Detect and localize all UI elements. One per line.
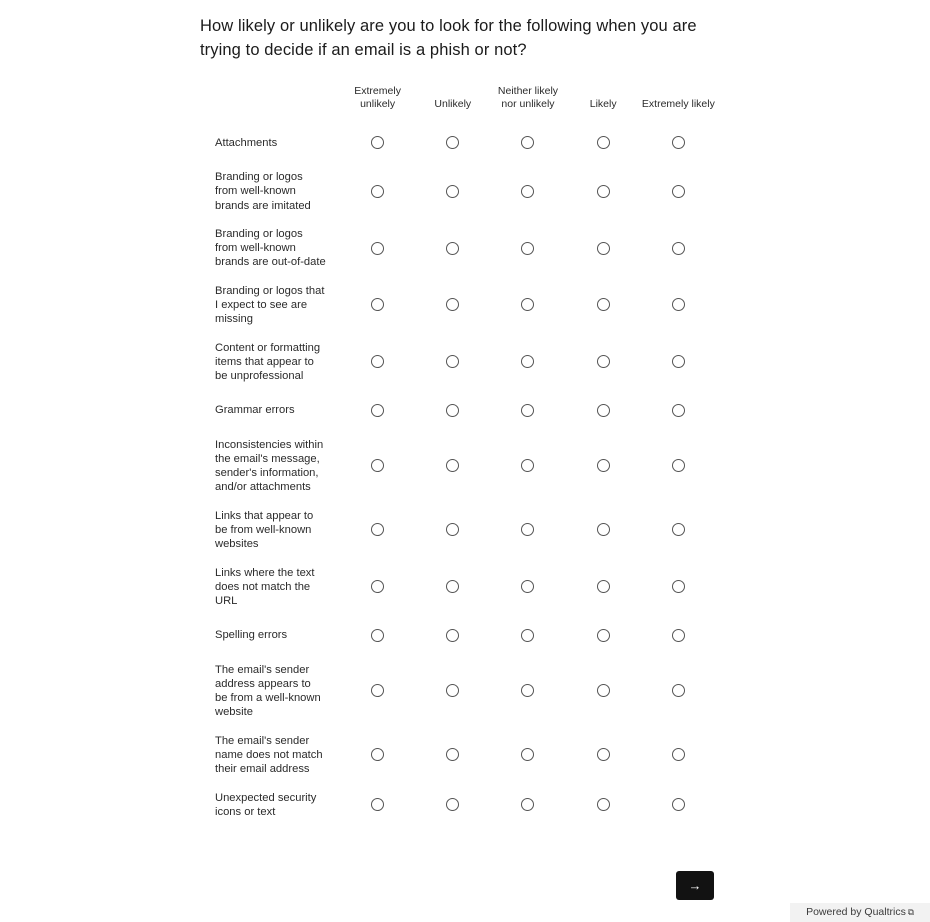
- radio-button[interactable]: [672, 798, 685, 811]
- radio-button[interactable]: [371, 629, 384, 642]
- radio-button[interactable]: [672, 523, 685, 536]
- radio-button[interactable]: [371, 185, 384, 198]
- radio-cell-link-text-mismatch-extremely-likely[interactable]: [641, 559, 716, 616]
- radio-cell-spelling-errors-likely[interactable]: [566, 616, 641, 656]
- radio-button[interactable]: [371, 404, 384, 417]
- column-header-extremely-likely: Extremely likely: [641, 98, 715, 110]
- radio-button[interactable]: [597, 136, 610, 149]
- radio-button[interactable]: [597, 355, 610, 368]
- radio-button[interactable]: [446, 355, 459, 368]
- row-label-branding-imitated: Branding or logos from well-known brands are imitated: [215, 171, 311, 212]
- radio-button[interactable]: [446, 580, 459, 593]
- radio-button[interactable]: [672, 748, 685, 761]
- radio-cell-branding-imitated-extremely-likely[interactable]: [641, 163, 716, 220]
- column-header-likely: Likely: [589, 98, 617, 110]
- radio-button[interactable]: [446, 136, 459, 149]
- radio-button[interactable]: [521, 242, 534, 255]
- radio-button[interactable]: [597, 580, 610, 593]
- radio-button[interactable]: [521, 580, 534, 593]
- radio-button[interactable]: [597, 242, 610, 255]
- radio-cell-branding-missing-extremely-likely[interactable]: [641, 277, 716, 334]
- powered-by-qualtrics-footer[interactable]: [790, 903, 930, 922]
- radio-button[interactable]: [446, 298, 459, 311]
- matrix-body: [200, 123, 716, 826]
- matrix-corner-cell: [200, 84, 340, 123]
- table-row: [200, 502, 716, 559]
- radio-cell-inconsistencies-unlikely[interactable]: [415, 431, 490, 502]
- radio-cell-sender-address-wellknown-likely[interactable]: [566, 656, 641, 727]
- radio-cell-link-text-mismatch-likely[interactable]: [566, 559, 641, 616]
- radio-button[interactable]: [521, 798, 534, 811]
- radio-button[interactable]: [672, 684, 685, 697]
- radio-cell-unexpected-security-icons-neither[interactable]: [490, 784, 565, 827]
- radio-cell-inconsistencies-likely[interactable]: [566, 431, 641, 502]
- radio-button[interactable]: [672, 459, 685, 472]
- radio-cell-unexpected-security-icons-extremely-likely[interactable]: [641, 784, 716, 827]
- table-row: [200, 277, 716, 334]
- radio-cell-unprofessional-content-extremely-unlikely[interactable]: [340, 334, 415, 391]
- radio-button[interactable]: [371, 798, 384, 811]
- radio-button[interactable]: [371, 355, 384, 368]
- likert-matrix-table: [200, 84, 716, 826]
- radio-cell-sender-address-wellknown-neither[interactable]: [490, 656, 565, 727]
- radio-button[interactable]: [446, 242, 459, 255]
- radio-cell-sender-address-wellknown-extremely-unlikely[interactable]: [340, 656, 415, 727]
- radio-cell-attachments-likely[interactable]: [566, 123, 641, 163]
- powered-by-label: Powered by Qualtrics: [806, 906, 906, 918]
- radio-cell-links-wellknown-likely[interactable]: [566, 502, 641, 559]
- radio-button[interactable]: [672, 298, 685, 311]
- radio-button[interactable]: [597, 404, 610, 417]
- radio-button[interactable]: [521, 684, 534, 697]
- row-label-spelling-errors: Spelling errors: [215, 629, 288, 642]
- table-row: [200, 784, 716, 827]
- page-title: How likely or unlikely are you to look for the following when you are trying to decide if an email is a phish or not?: [200, 17, 697, 59]
- radio-cell-unexpected-security-icons-extremely-unlikely[interactable]: [340, 784, 415, 827]
- radio-cell-grammar-errors-extremely-likely[interactable]: [641, 391, 716, 431]
- radio-cell-inconsistencies-neither[interactable]: [490, 431, 565, 502]
- radio-cell-attachments-extremely-likely[interactable]: [641, 123, 716, 163]
- radio-cell-sender-name-mismatch-extremely-unlikely[interactable]: [340, 727, 415, 784]
- column-header-extremely-unlikely: Extremely unlikely: [354, 85, 401, 110]
- radio-cell-branding-outofdate-likely[interactable]: [566, 220, 641, 277]
- table-row: [200, 616, 716, 656]
- row-label-unexpected-security-icons: Unexpected security icons or text: [215, 791, 317, 818]
- radio-button[interactable]: [446, 404, 459, 417]
- radio-button[interactable]: [521, 629, 534, 642]
- radio-cell-attachments-extremely-unlikely[interactable]: [340, 123, 415, 163]
- radio-button[interactable]: [521, 355, 534, 368]
- radio-cell-spelling-errors-extremely-unlikely[interactable]: [340, 616, 415, 656]
- radio-button[interactable]: [521, 523, 534, 536]
- radio-cell-branding-outofdate-extremely-unlikely[interactable]: [340, 220, 415, 277]
- table-row: [200, 391, 716, 431]
- radio-cell-unprofessional-content-extremely-likely[interactable]: [641, 334, 716, 391]
- radio-button[interactable]: [521, 185, 534, 198]
- radio-button[interactable]: [446, 629, 459, 642]
- radio-button[interactable]: [597, 629, 610, 642]
- table-row: [200, 163, 716, 220]
- radio-button[interactable]: [672, 136, 685, 149]
- radio-button[interactable]: [672, 355, 685, 368]
- row-label-branding-missing: Branding or logos that I expect to see are missing: [215, 284, 325, 326]
- column-header-neither-likely-nor-unlikely: Neither likely nor unlikely: [497, 85, 559, 110]
- matrix-header-row: [200, 84, 716, 123]
- radio-button[interactable]: [597, 185, 610, 198]
- radio-cell-branding-imitated-likely[interactable]: [566, 163, 641, 220]
- radio-cell-sender-name-mismatch-likely[interactable]: [566, 727, 641, 784]
- radio-button[interactable]: [371, 242, 384, 255]
- table-row: [200, 123, 716, 163]
- row-label-link-text-mismatch: Links where the text does not match the URL: [215, 566, 315, 608]
- radio-button[interactable]: [521, 136, 534, 149]
- radio-button[interactable]: [672, 242, 685, 255]
- radio-cell-link-text-mismatch-extremely-unlikely[interactable]: [340, 559, 415, 616]
- radio-button[interactable]: [672, 404, 685, 417]
- row-label-sender-name-mismatch: The email's sender name does not match their email address: [215, 734, 323, 776]
- row-label-sender-address-wellknown: The email's sender address appears to be from a well-known website: [215, 663, 321, 719]
- radio-cell-grammar-errors-extremely-unlikely[interactable]: [340, 391, 415, 431]
- radio-cell-branding-missing-likely[interactable]: [566, 277, 641, 334]
- radio-cell-inconsistencies-extremely-unlikely[interactable]: [340, 431, 415, 502]
- radio-button[interactable]: [371, 298, 384, 311]
- radio-button[interactable]: [371, 684, 384, 697]
- radio-cell-spelling-errors-unlikely[interactable]: [415, 616, 490, 656]
- radio-cell-branding-missing-unlikely[interactable]: [415, 277, 490, 334]
- radio-cell-unexpected-security-icons-unlikely[interactable]: [415, 784, 490, 827]
- row-label-inconsistencies: Inconsistencies within the email's message, sender's information, and/or attachments: [215, 438, 324, 494]
- next-page-button[interactable]: →: [676, 871, 714, 900]
- radio-cell-unexpected-security-icons-likely[interactable]: [566, 784, 641, 827]
- radio-cell-grammar-errors-neither[interactable]: [490, 391, 565, 431]
- radio-button[interactable]: [521, 298, 534, 311]
- radio-cell-branding-outofdate-extremely-likely[interactable]: [641, 220, 716, 277]
- radio-cell-branding-imitated-extremely-unlikely[interactable]: [340, 163, 415, 220]
- radio-cell-link-text-mismatch-unlikely[interactable]: [415, 559, 490, 616]
- table-row: [200, 220, 716, 277]
- radio-button[interactable]: [597, 459, 610, 472]
- radio-button[interactable]: [446, 523, 459, 536]
- radio-cell-branding-imitated-unlikely[interactable]: [415, 163, 490, 220]
- radio-cell-branding-outofdate-unlikely[interactable]: [415, 220, 490, 277]
- radio-cell-branding-missing-neither[interactable]: [490, 277, 565, 334]
- radio-button[interactable]: [597, 298, 610, 311]
- radio-button[interactable]: [672, 580, 685, 593]
- radio-button[interactable]: [446, 748, 459, 761]
- column-header-unlikely: Unlikely: [434, 98, 472, 110]
- table-row: [200, 431, 716, 502]
- radio-button[interactable]: [371, 459, 384, 472]
- radio-cell-grammar-errors-likely[interactable]: [566, 391, 641, 431]
- radio-button[interactable]: [597, 684, 610, 697]
- radio-button[interactable]: [597, 748, 610, 761]
- radio-cell-spelling-errors-neither[interactable]: [490, 616, 565, 656]
- radio-cell-sender-address-wellknown-unlikely[interactable]: [415, 656, 490, 727]
- radio-cell-links-wellknown-extremely-unlikely[interactable]: [340, 502, 415, 559]
- radio-button[interactable]: [371, 523, 384, 536]
- survey-question-block: [200, 0, 740, 826]
- row-label-grammar-errors: Grammar errors: [215, 404, 295, 417]
- row-label-branding-outofdate: Branding or logos from well-known brands are out-of-date: [215, 227, 326, 269]
- radio-button[interactable]: [672, 185, 685, 198]
- radio-cell-sender-name-mismatch-neither[interactable]: [490, 727, 565, 784]
- radio-cell-unprofessional-content-unlikely[interactable]: [415, 334, 490, 391]
- radio-button[interactable]: [597, 523, 610, 536]
- row-label-attachments: Attachments: [215, 136, 278, 149]
- radio-button[interactable]: [521, 748, 534, 761]
- radio-cell-branding-imitated-neither[interactable]: [490, 163, 565, 220]
- radio-button[interactable]: [446, 798, 459, 811]
- external-link-icon: ⧉: [907, 907, 914, 917]
- radio-button[interactable]: [672, 629, 685, 642]
- table-row: [200, 656, 716, 727]
- radio-button[interactable]: [521, 404, 534, 417]
- radio-button[interactable]: [446, 684, 459, 697]
- radio-cell-links-wellknown-neither[interactable]: [490, 502, 565, 559]
- radio-cell-link-text-mismatch-neither[interactable]: [490, 559, 565, 616]
- table-row: [200, 559, 716, 616]
- radio-cell-links-wellknown-extremely-likely[interactable]: [641, 502, 716, 559]
- radio-cell-unprofessional-content-neither[interactable]: [490, 334, 565, 391]
- radio-button[interactable]: [371, 748, 384, 761]
- radio-cell-branding-missing-extremely-unlikely[interactable]: [340, 277, 415, 334]
- radio-cell-links-wellknown-unlikely[interactable]: [415, 502, 490, 559]
- radio-cell-spelling-errors-extremely-likely[interactable]: [641, 616, 716, 656]
- radio-button[interactable]: [446, 459, 459, 472]
- radio-cell-branding-outofdate-neither[interactable]: [490, 220, 565, 277]
- radio-cell-sender-name-mismatch-extremely-likely[interactable]: [641, 727, 716, 784]
- radio-cell-sender-address-wellknown-extremely-likely[interactable]: [641, 656, 716, 727]
- radio-button[interactable]: [371, 580, 384, 593]
- radio-cell-attachments-neither[interactable]: [490, 123, 565, 163]
- radio-cell-unprofessional-content-likely[interactable]: [566, 334, 641, 391]
- radio-cell-grammar-errors-unlikely[interactable]: [415, 391, 490, 431]
- table-row: [200, 334, 716, 391]
- radio-button[interactable]: [371, 136, 384, 149]
- row-label-unprofessional-content: Content or formatting items that appear to be unprofessional: [215, 341, 321, 383]
- table-row: [200, 727, 716, 784]
- radio-button[interactable]: [597, 798, 610, 811]
- radio-cell-attachments-unlikely[interactable]: [415, 123, 490, 163]
- row-label-links-wellknown: Links that appear to be from well-known websites: [215, 509, 314, 551]
- radio-cell-inconsistencies-extremely-likely[interactable]: [641, 431, 716, 502]
- radio-button[interactable]: [521, 459, 534, 472]
- radio-cell-sender-name-mismatch-unlikely[interactable]: [415, 727, 490, 784]
- radio-button[interactable]: [446, 185, 459, 198]
